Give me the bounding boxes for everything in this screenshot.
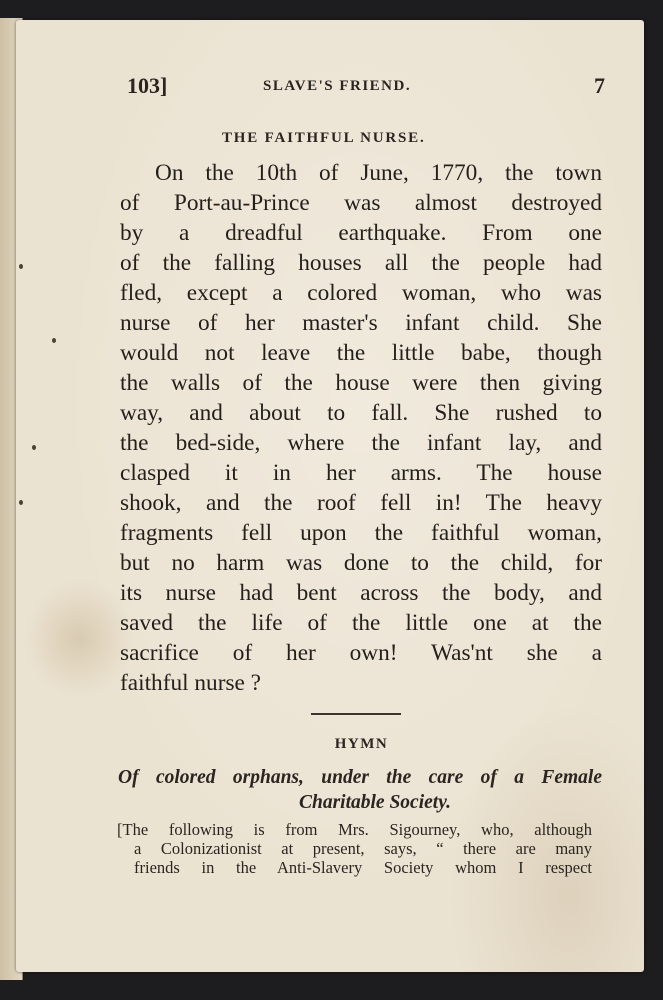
- running-head: [127, 73, 605, 101]
- hymn-note: [117, 820, 592, 877]
- note-line: [The following is from Mrs. Sigourney, who, although: [117, 820, 592, 839]
- body-line: the bed-side, where the infant lay, and: [120, 430, 602, 456]
- page-edge-mark: [19, 264, 23, 269]
- page-edge-mark: [19, 500, 23, 505]
- body-line: nurse of her master's infant child. She: [120, 310, 602, 336]
- body-line: would not leave the little babe, though: [120, 340, 602, 366]
- body-line: of the falling houses all the people had: [120, 250, 602, 276]
- article-body: [120, 158, 602, 698]
- page-section-number: 103]: [127, 73, 168, 98]
- body-line: sacrifice of her own! Was'nt she a: [120, 640, 602, 666]
- page-number: 7: [594, 73, 605, 98]
- hymn-subtitle: [118, 765, 602, 815]
- body-line: by a dreadful earthquake. From one: [120, 220, 602, 246]
- subtitle-line: Of colored orphans, under the care of a Female: [118, 767, 602, 788]
- body-line: fled, except a colored woman, who was: [120, 280, 602, 306]
- body-line: the walls of the house were then giving: [120, 370, 602, 396]
- page-edge-mark: [52, 338, 56, 343]
- note-line: a Colonizationist at present, says, “ there are many: [134, 839, 592, 858]
- body-line: shook, and the roof fell in! The heavy: [120, 490, 602, 516]
- hymn-title: HYMN: [334, 736, 389, 752]
- body-line: fragments fell upon the faithful woman,: [120, 520, 602, 546]
- note-line: friends in the Anti-Slavery Society whom I respect: [134, 858, 592, 877]
- body-line: faithful nurse ?: [120, 670, 262, 696]
- body-line: clasped it in her arms. The house: [120, 460, 602, 486]
- body-line: its nurse had bent across the body, and: [120, 580, 602, 606]
- subtitle-line: Charitable Society.: [298, 792, 452, 813]
- body-line: saved the life of the little one at the: [120, 610, 602, 636]
- page-edge-mark: [32, 445, 36, 450]
- body-line: of Port-au-Prince was almost destroyed: [120, 190, 602, 216]
- publication-title: SLAVE'S FRIEND.: [263, 78, 412, 94]
- body-line: way, and about to fall. She rushed to: [120, 400, 602, 426]
- body-line: On the 10th of June, 1770, the town: [155, 160, 602, 186]
- body-line: but no harm was done to the child, for: [120, 550, 602, 576]
- section-divider: [311, 713, 401, 715]
- article-title: THE FAITHFUL NURSE.: [222, 130, 426, 146]
